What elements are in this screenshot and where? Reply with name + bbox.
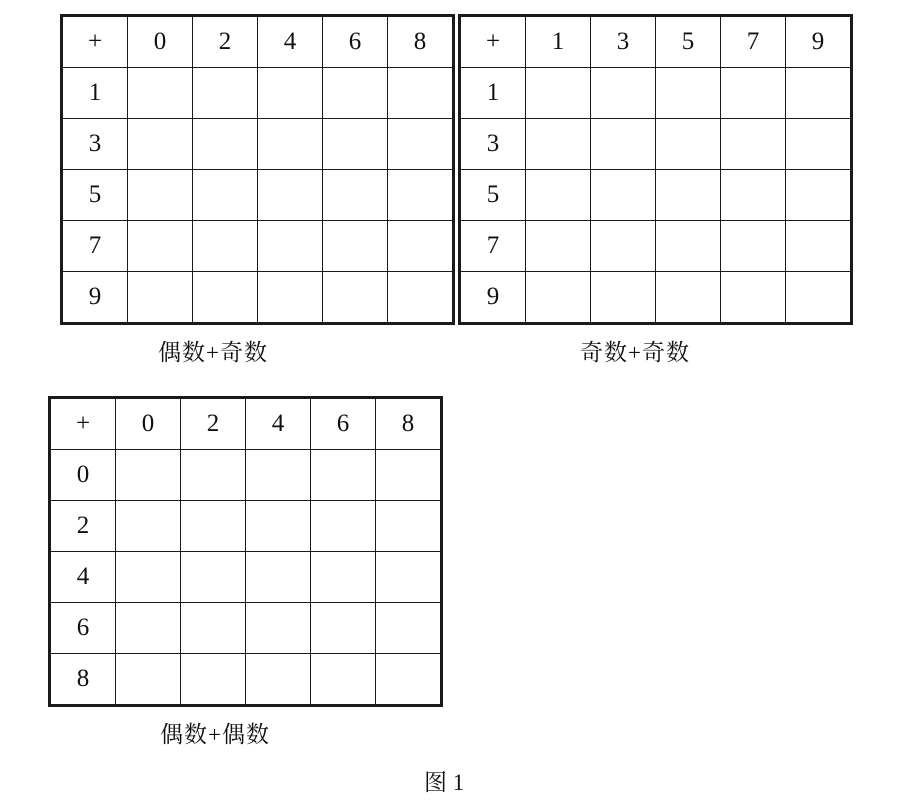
table-cell-empty[interactable] [656, 170, 721, 221]
addition-table-odd-plus-odd [458, 14, 853, 325]
table-cell-empty[interactable] [181, 654, 246, 706]
table-corner-cell: + [50, 398, 116, 450]
column-header-cell: 1 [526, 16, 591, 68]
table-cell-empty[interactable] [193, 170, 258, 221]
row-header-cell: 3 [62, 119, 128, 170]
table-header-row [62, 16, 454, 68]
table-cell-empty[interactable] [388, 68, 454, 119]
page-top-text-fragment [150, 0, 750, 6]
table-cell-empty[interactable] [258, 221, 323, 272]
table-cell-empty[interactable] [591, 221, 656, 272]
row-header-cell: 1 [62, 68, 128, 119]
table-row [50, 603, 442, 654]
table-row [50, 501, 442, 552]
table-row [62, 119, 454, 170]
table-cell-empty[interactable] [526, 119, 591, 170]
table-header-row [460, 16, 852, 68]
row-header-cell: 2 [50, 501, 116, 552]
table-cell-empty[interactable] [193, 119, 258, 170]
table-cell-empty[interactable] [181, 603, 246, 654]
table-cell-empty[interactable] [656, 221, 721, 272]
column-header-cell: 0 [116, 398, 181, 450]
table-cell-empty[interactable] [311, 552, 376, 603]
table-cell-empty[interactable] [786, 272, 852, 324]
table-cell-empty[interactable] [116, 654, 181, 706]
row-header-cell: 0 [50, 450, 116, 501]
column-header-cell: 7 [721, 16, 786, 68]
table-cell-empty[interactable] [311, 450, 376, 501]
row-header-cell: 9 [460, 272, 526, 324]
table-row [460, 221, 852, 272]
table-cell-empty[interactable] [128, 221, 193, 272]
table-cell-empty[interactable] [591, 272, 656, 324]
table-cell-empty[interactable] [323, 272, 388, 324]
table-cell-empty[interactable] [388, 272, 454, 324]
table-cell-empty[interactable] [193, 221, 258, 272]
table-cell-empty[interactable] [246, 450, 311, 501]
table-cell-empty[interactable] [323, 68, 388, 119]
table-cell-empty[interactable] [116, 603, 181, 654]
table-cell-empty[interactable] [311, 603, 376, 654]
table-row [460, 272, 852, 324]
table-cell-empty[interactable] [323, 221, 388, 272]
table-cell-empty[interactable] [721, 221, 786, 272]
table-cell-empty[interactable] [376, 654, 442, 706]
table-cell-empty[interactable] [591, 170, 656, 221]
table-cell-empty[interactable] [786, 119, 852, 170]
column-header-cell: 5 [656, 16, 721, 68]
table-header-row [50, 398, 442, 450]
row-header-cell: 3 [460, 119, 526, 170]
table-cell-empty[interactable] [323, 119, 388, 170]
table-cell-empty[interactable] [526, 170, 591, 221]
table-row [62, 272, 454, 324]
column-header-cell: 0 [128, 16, 193, 68]
row-header-cell: 5 [460, 170, 526, 221]
column-header-cell: 4 [258, 16, 323, 68]
row-header-cell: 8 [50, 654, 116, 706]
table-cell-empty[interactable] [591, 68, 656, 119]
column-header-cell: 8 [388, 16, 454, 68]
table-row [460, 119, 852, 170]
table-row [50, 552, 442, 603]
row-header-cell: 6 [50, 603, 116, 654]
table-corner-cell: + [62, 16, 128, 68]
table-block-even-plus-even [48, 396, 443, 707]
table-cell-empty[interactable] [376, 450, 442, 501]
table-cell-empty[interactable] [246, 501, 311, 552]
table-cell-empty[interactable] [786, 170, 852, 221]
row-header-cell: 9 [62, 272, 128, 324]
table-cell-empty[interactable] [128, 68, 193, 119]
table-cell-empty[interactable] [246, 654, 311, 706]
table-cell-empty[interactable] [376, 603, 442, 654]
table-cell-empty[interactable] [258, 119, 323, 170]
table-caption-even-plus-odd: 偶数+奇数 [158, 340, 268, 365]
table-cell-empty[interactable] [656, 272, 721, 324]
table-cell-empty[interactable] [128, 119, 193, 170]
column-header-cell: 3 [591, 16, 656, 68]
table-row [62, 170, 454, 221]
addition-table-even-plus-even [48, 396, 443, 707]
table-cell-empty[interactable] [721, 119, 786, 170]
table-cell-empty[interactable] [388, 119, 454, 170]
table-cell-empty[interactable] [258, 272, 323, 324]
column-header-cell: 6 [311, 398, 376, 450]
table-cell-empty[interactable] [721, 170, 786, 221]
column-header-cell: 6 [323, 16, 388, 68]
table-cell-empty[interactable] [388, 170, 454, 221]
table-cell-empty[interactable] [721, 68, 786, 119]
table-row [460, 68, 852, 119]
table-cell-empty[interactable] [116, 501, 181, 552]
table-cell-empty[interactable] [656, 68, 721, 119]
table-cell-empty[interactable] [526, 272, 591, 324]
table-cell-empty[interactable] [116, 552, 181, 603]
table-cell-empty[interactable] [181, 501, 246, 552]
figure-label: 图 1 [424, 770, 465, 795]
table-corner-cell: + [460, 16, 526, 68]
addition-table-even-plus-odd [60, 14, 455, 325]
table-caption-odd-plus-odd: 奇数+奇数 [580, 340, 690, 365]
column-header-cell: 9 [786, 16, 852, 68]
table-cell-empty[interactable] [181, 450, 246, 501]
table-cell-empty[interactable] [258, 68, 323, 119]
row-header-cell: 1 [460, 68, 526, 119]
table-block-even-plus-odd [60, 14, 455, 325]
table-row [50, 654, 442, 706]
table-cell-empty[interactable] [128, 170, 193, 221]
table-cell-empty[interactable] [128, 272, 193, 324]
table-cell-empty[interactable] [116, 450, 181, 501]
column-header-cell: 2 [181, 398, 246, 450]
table-cell-empty[interactable] [656, 119, 721, 170]
table-cell-empty[interactable] [526, 68, 591, 119]
table-cell-empty[interactable] [376, 552, 442, 603]
table-cell-empty[interactable] [786, 221, 852, 272]
table-row [62, 221, 454, 272]
table-cell-empty[interactable] [246, 603, 311, 654]
table-cell-empty[interactable] [376, 501, 442, 552]
table-cell-empty[interactable] [388, 221, 454, 272]
table-row [62, 68, 454, 119]
table-cell-empty[interactable] [181, 552, 246, 603]
table-row [50, 450, 442, 501]
table-cell-empty[interactable] [591, 119, 656, 170]
row-header-cell: 4 [50, 552, 116, 603]
table-cell-empty[interactable] [246, 552, 311, 603]
table-cell-empty[interactable] [311, 501, 376, 552]
table-cell-empty[interactable] [526, 221, 591, 272]
table-cell-empty[interactable] [193, 68, 258, 119]
row-header-cell: 7 [62, 221, 128, 272]
table-cell-empty[interactable] [311, 654, 376, 706]
table-cell-empty[interactable] [721, 272, 786, 324]
table-row [460, 170, 852, 221]
column-header-cell: 8 [376, 398, 442, 450]
table-cell-empty[interactable] [258, 170, 323, 221]
table-cell-empty[interactable] [193, 272, 258, 324]
row-header-cell: 5 [62, 170, 128, 221]
table-caption-even-plus-even: 偶数+偶数 [160, 722, 270, 747]
row-header-cell: 7 [460, 221, 526, 272]
column-header-cell: 2 [193, 16, 258, 68]
table-block-odd-plus-odd [458, 14, 853, 325]
column-header-cell: 4 [246, 398, 311, 450]
table-cell-empty[interactable] [323, 170, 388, 221]
table-cell-empty[interactable] [786, 68, 852, 119]
